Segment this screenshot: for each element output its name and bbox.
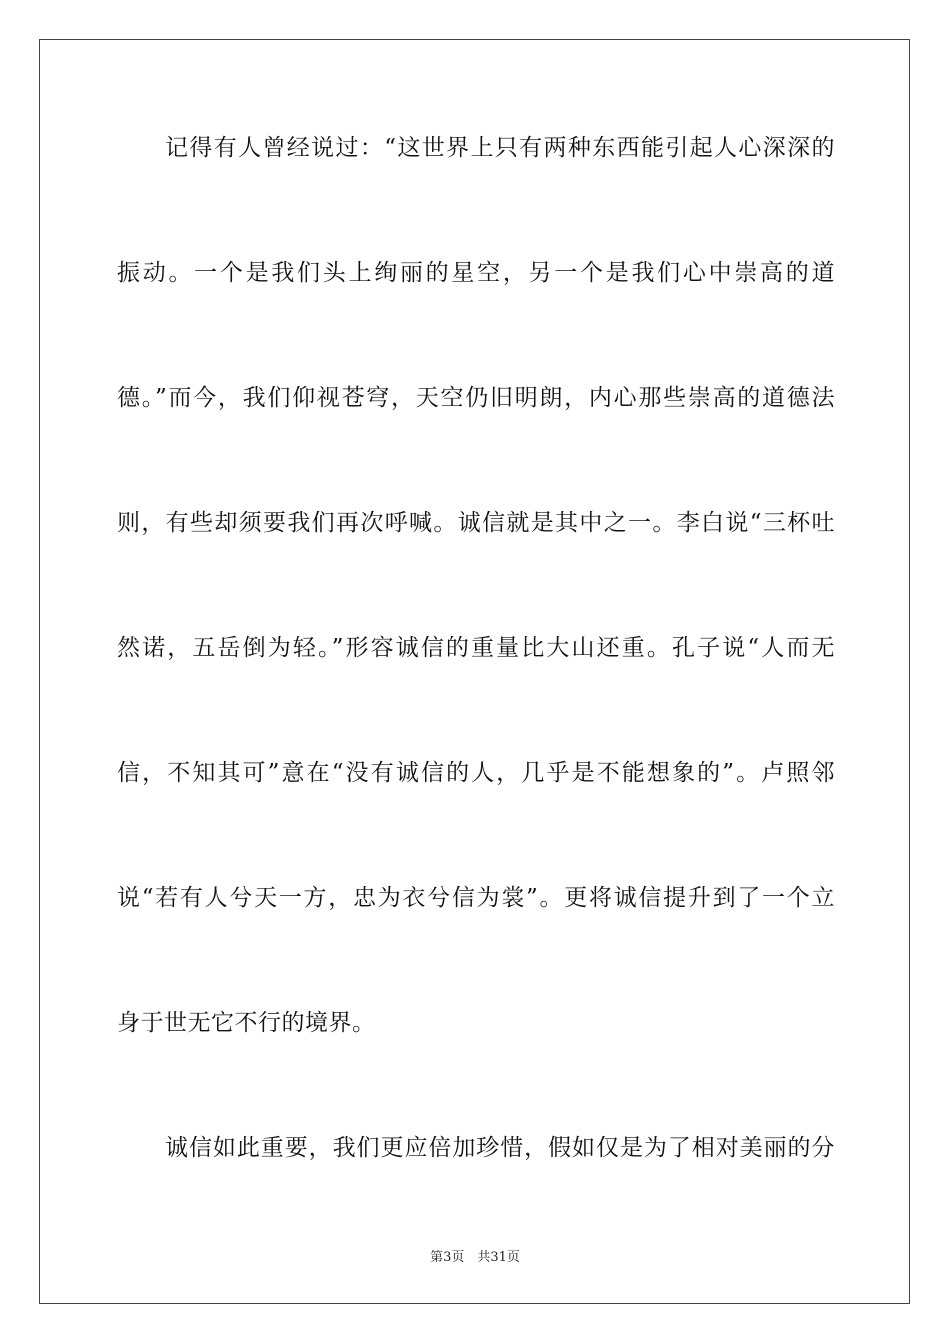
paragraph-1-line-8: 身于世无它不行的境界。 bbox=[117, 1010, 376, 1036]
paragraph-1-line-1: 记得有人曾经说过：“这世界上只有两种东西能引起人心深深的 bbox=[165, 135, 835, 161]
paragraph-1-line-4: 则，有些却须要我们再次呼喊。诚信就是其中之一。李白说“三杯吐 bbox=[117, 510, 835, 536]
paragraph-2-line-1: 诚信如此重要，我们更应倍加珍惜，假如仅是为了相对美丽的分 bbox=[165, 1135, 835, 1161]
document-body bbox=[117, 128, 835, 1253]
paragraph-1-line-5: 然诺，五岳倒为轻。”形容诚信的重量比大山还重。孔子说“人而无 bbox=[117, 635, 835, 661]
paragraph-1-line-2: 振动。一个是我们头上绚丽的星空，另一个是我们心中崇高的道 bbox=[117, 260, 835, 286]
paragraph-1-line-3: 德。”而今，我们仰视苍穹，天空仍旧明朗，内心那些崇高的道德法 bbox=[117, 385, 835, 411]
paragraph-1-line-7: 说“若有人兮天一方，忠为衣兮信为裳”。更将诚信提升到了一个立 bbox=[117, 885, 835, 911]
page-number-footer: 第3页 共31页 bbox=[430, 1250, 520, 1265]
paragraph-1-line-6: 信，不知其可”意在“没有诚信的人，几乎是不能想象的”。卢照邻 bbox=[117, 760, 835, 786]
